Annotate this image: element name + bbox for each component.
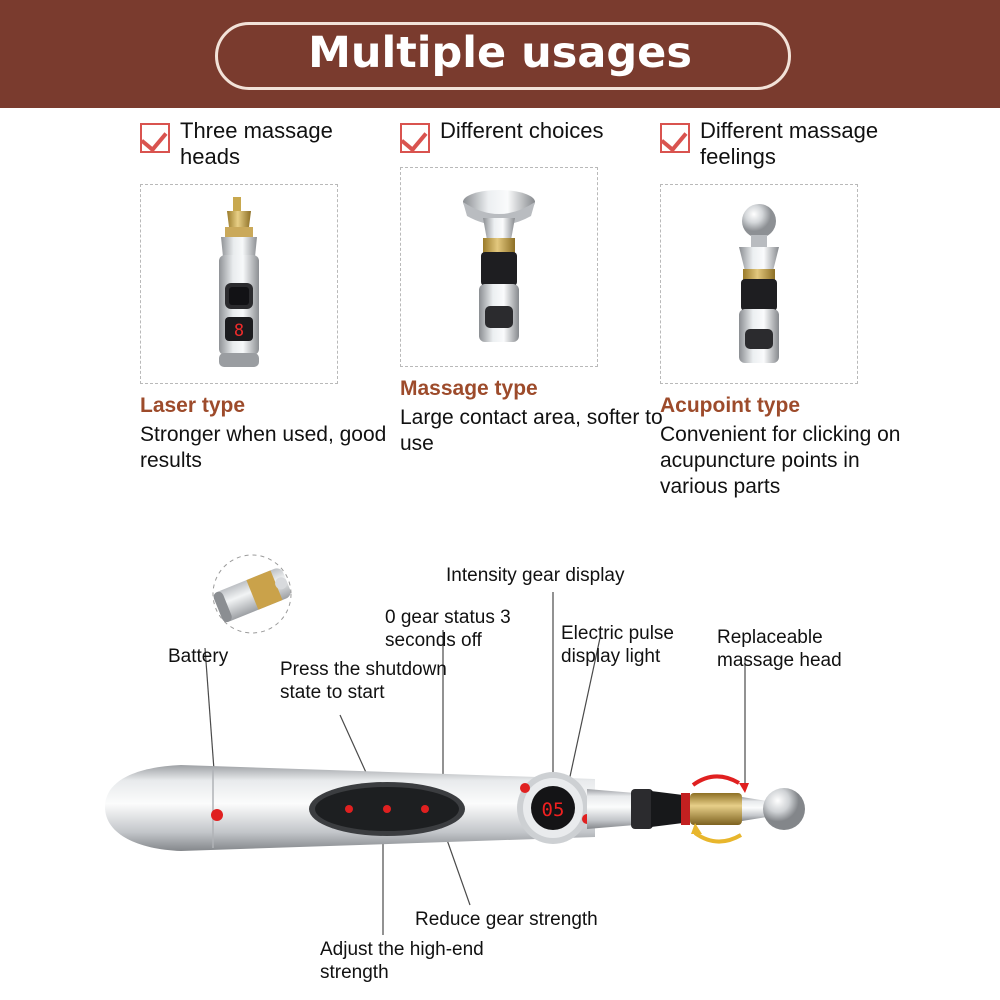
callout-zero-gear: 0 gear status 3 seconds off <box>385 607 511 651</box>
callout-reduce-gear: Reduce gear strength <box>415 909 598 930</box>
card-type-label: Massage type <box>400 377 538 400</box>
svg-text:05: 05 <box>541 799 565 821</box>
laser-massage-head-illustration <box>179 197 299 373</box>
card-heading-row <box>660 118 960 170</box>
card-image-frame <box>400 167 598 367</box>
flat-massage-head-illustration <box>439 182 559 354</box>
card-description: Large contact area, softer to use <box>400 406 663 455</box>
callout-adjust-high-end: Adjust the high-end strength <box>320 939 484 983</box>
callout-pulse-light: Electric pulse display light <box>561 623 674 667</box>
battery-icon <box>197 553 307 635</box>
card-heading-row <box>400 118 700 153</box>
usage-card-laser <box>140 118 440 474</box>
card-description: Stronger when used, good results <box>140 423 387 472</box>
svg-text:8: 8 <box>233 321 245 341</box>
massage-pen-illustration <box>95 745 815 870</box>
card-heading-row <box>140 118 440 170</box>
page-title-text: Multiple usages <box>290 28 710 78</box>
card-description: Convenient for clicking on acupuncture points in various parts <box>660 423 901 498</box>
card-type-label: Laser type <box>140 394 246 417</box>
check-icon <box>140 123 170 153</box>
device-diagram <box>0 520 1000 1000</box>
callout-intensity-gear: Intensity gear display <box>446 565 625 586</box>
acupoint-massage-head-illustration <box>699 201 819 371</box>
check-icon <box>660 123 690 153</box>
card-image-frame <box>140 184 338 384</box>
callout-battery: Battery <box>168 646 229 667</box>
card-heading: Three massage heads <box>180 118 333 169</box>
check-icon <box>400 123 430 153</box>
callout-replaceable-head: Replaceable massage head <box>717 627 842 671</box>
card-heading: Different massage feelings <box>700 118 879 169</box>
card-image-frame <box>660 184 858 384</box>
callout-shutdown-start: Press the shutdown state to start <box>280 659 447 703</box>
header-banner <box>0 0 1000 108</box>
usage-cards <box>0 118 1000 508</box>
usage-card-acupoint <box>660 118 960 500</box>
card-heading: Different choices <box>440 118 604 143</box>
card-type-label: Acupoint type <box>660 394 800 417</box>
page-title <box>0 24 1000 82</box>
usage-card-massage <box>400 118 700 457</box>
